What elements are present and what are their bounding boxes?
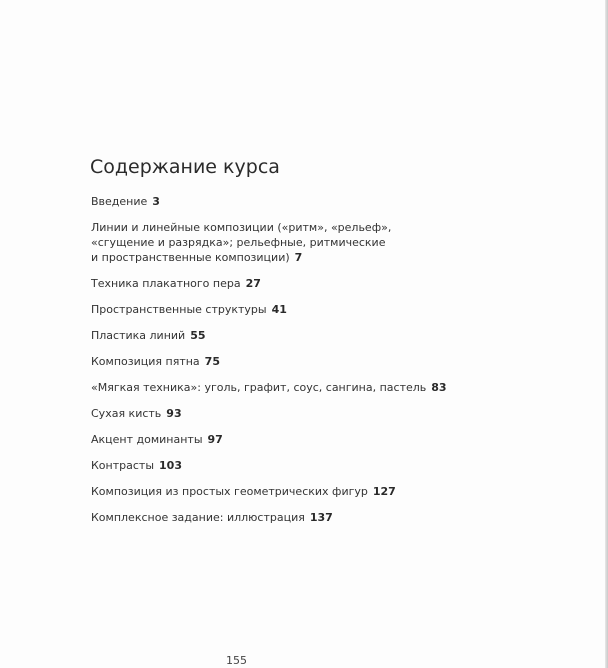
toc-entry-text: [91, 250, 451, 265]
toc-title: Содержание курса: [90, 156, 280, 178]
toc-entry-page-number: 7: [294, 251, 303, 264]
toc-entry: [91, 380, 451, 395]
toc-entry-label: Сухая кисть: [91, 407, 162, 420]
toc-entry-text: [91, 432, 451, 447]
toc-entry-label: Композиция из простых геометрических фигур: [91, 485, 368, 498]
toc-entry: [91, 354, 451, 369]
toc-entry-page-number: 127: [372, 485, 396, 498]
toc-entry-label: Введение: [91, 195, 148, 208]
toc-entry-page-number: 55: [190, 329, 206, 342]
toc-entry-page-number: 27: [245, 277, 261, 290]
toc-entry-label: Контрасты: [91, 459, 155, 472]
toc-entry-page-number: 3: [152, 195, 160, 208]
toc-entry-text: [91, 302, 451, 317]
toc-entry-label: Комплексное задание: иллюстрация: [91, 511, 305, 524]
toc-entry: [91, 276, 451, 291]
toc-entry-text: [91, 406, 451, 421]
toc-entry-page-number: 41: [271, 303, 287, 316]
toc-entry: [91, 432, 451, 447]
toc-entry: [91, 194, 451, 209]
toc-entry-text: «сгущение и разрядка»; рельефные, ритмические: [91, 236, 386, 249]
toc-entry-label: «Мягкая техника»: уголь, графит, соус, сангина, пастель: [91, 381, 427, 394]
toc-entry: [91, 328, 451, 343]
toc-entry-label: Техника плакатного пера: [91, 277, 241, 290]
toc-entry-text: [91, 458, 451, 473]
toc-entry-text: [91, 354, 451, 369]
toc-list: [91, 194, 451, 536]
toc-entry-label: Акцент доминанты: [91, 433, 203, 446]
toc-entry-text: [91, 328, 451, 343]
toc-entry-page-number: 93: [166, 407, 182, 420]
toc-entry: [91, 510, 451, 525]
toc-entry: [91, 484, 451, 499]
toc-entry-page-number: 137: [309, 511, 333, 524]
toc-entry-text: [91, 380, 451, 395]
toc-entry-label: и пространственные композиции): [91, 251, 290, 264]
toc-entry-text: [91, 484, 451, 499]
toc-entry: [91, 302, 451, 317]
toc-entry-label: Композиция пятна: [91, 355, 200, 368]
toc-entry-page-number: 103: [159, 459, 182, 472]
toc-entry: [91, 220, 451, 265]
toc-entry-label: Пластика линий: [91, 329, 186, 342]
toc-entry-text: [91, 510, 451, 525]
toc-entry-text: Линии и линейные композиции («ритм», «рельеф»,: [91, 221, 392, 234]
toc-entry-page-number: 97: [207, 433, 223, 446]
toc-entry-text: [91, 194, 451, 209]
toc-entry-page-number: 75: [204, 355, 220, 368]
toc-entry-text: [91, 276, 451, 291]
toc-entry: [91, 458, 451, 473]
toc-entry-page-number: 83: [431, 381, 447, 394]
page-number: 155: [226, 654, 247, 667]
toc-entry: [91, 406, 451, 421]
toc-entry-label: Пространственные структуры: [91, 303, 267, 316]
